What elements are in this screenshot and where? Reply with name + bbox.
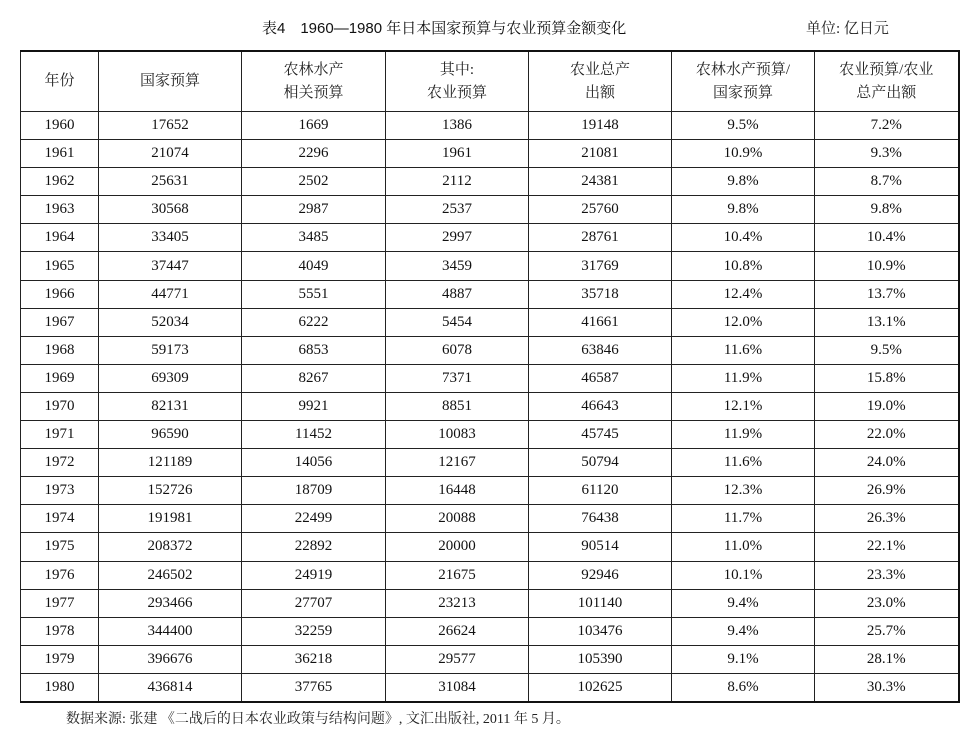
cell-agriculture-budget: 16448 — [386, 477, 529, 505]
cell-agri-gross-output: 102625 — [529, 673, 672, 702]
cell-agriculture-budget: 1961 — [386, 140, 529, 168]
cell-year: 1980 — [21, 673, 99, 702]
cell-agri-forestry-fishery-budget: 2987 — [242, 196, 386, 224]
cell-agriculture-budget: 8851 — [386, 392, 529, 420]
cell-afb-share-of-national: 10.8% — [672, 252, 815, 280]
cell-year: 1971 — [21, 421, 99, 449]
cell-agri-budget-share-of-output: 15.8% — [815, 364, 959, 392]
cell-national-budget: 191981 — [99, 505, 242, 533]
cell-afb-share-of-national: 9.4% — [672, 617, 815, 645]
cell-agri-forestry-fishery-budget: 6222 — [242, 308, 386, 336]
cell-national-budget: 436814 — [99, 673, 242, 702]
cell-agri-gross-output: 46643 — [529, 392, 672, 420]
cell-agri-budget-share-of-output: 10.9% — [815, 252, 959, 280]
cell-agri-budget-share-of-output: 22.1% — [815, 533, 959, 561]
cell-agri-gross-output: 31769 — [529, 252, 672, 280]
cell-agriculture-budget: 1386 — [386, 112, 529, 140]
cell-afb-share-of-national: 11.0% — [672, 533, 815, 561]
table-row — [21, 168, 959, 196]
cell-agri-gross-output: 28761 — [529, 224, 672, 252]
table-row — [21, 112, 959, 140]
cell-year: 1975 — [21, 533, 99, 561]
cell-agriculture-budget: 6078 — [386, 336, 529, 364]
cell-agri-forestry-fishery-budget: 37765 — [242, 673, 386, 702]
header-row — [21, 51, 959, 112]
cell-national-budget: 82131 — [99, 392, 242, 420]
cell-afb-share-of-national: 11.6% — [672, 336, 815, 364]
header-line: 国家预算 — [139, 73, 200, 89]
cell-year: 1965 — [21, 252, 99, 280]
cell-agri-gross-output: 19148 — [529, 112, 672, 140]
cell-national-budget: 17652 — [99, 112, 242, 140]
cell-agri-forestry-fishery-budget: 2296 — [242, 140, 386, 168]
table-row — [21, 392, 959, 420]
table-row — [21, 421, 959, 449]
header-line: 出额 — [584, 84, 615, 101]
cell-agri-gross-output: 35718 — [529, 280, 672, 308]
cell-agri-budget-share-of-output: 7.2% — [815, 112, 959, 140]
cell-agri-gross-output: 63846 — [529, 336, 672, 364]
cell-agri-budget-share-of-output: 26.3% — [815, 505, 959, 533]
cell-national-budget: 293466 — [99, 589, 242, 617]
header-agri-forestry-fishery-budget — [242, 51, 386, 112]
table-row — [21, 252, 959, 280]
table-row — [21, 561, 959, 589]
cell-agri-budget-share-of-output: 13.1% — [815, 308, 959, 336]
cell-agri-forestry-fishery-budget: 36218 — [242, 645, 386, 673]
cell-agriculture-budget: 23213 — [386, 589, 529, 617]
cell-agri-budget-share-of-output: 26.9% — [815, 477, 959, 505]
cell-agri-budget-share-of-output: 25.7% — [815, 617, 959, 645]
cell-agri-budget-share-of-output: 9.8% — [815, 196, 959, 224]
cell-agri-forestry-fishery-budget: 8267 — [242, 364, 386, 392]
cell-afb-share-of-national: 11.9% — [672, 421, 815, 449]
header-line: 国家预算 — [712, 84, 773, 101]
cell-agri-budget-share-of-output: 19.0% — [815, 392, 959, 420]
header-line: 农业预算/农业 — [839, 61, 934, 78]
cell-year: 1966 — [21, 280, 99, 308]
cell-afb-share-of-national: 12.0% — [672, 308, 815, 336]
cell-afb-share-of-national: 9.8% — [672, 168, 815, 196]
cell-national-budget: 59173 — [99, 336, 242, 364]
cell-agri-budget-share-of-output: 8.7% — [815, 168, 959, 196]
cell-agri-forestry-fishery-budget: 18709 — [242, 477, 386, 505]
cell-agriculture-budget: 10083 — [386, 421, 529, 449]
header-afb-share-of-national — [672, 51, 815, 112]
cell-agriculture-budget: 2112 — [386, 168, 529, 196]
cell-national-budget: 52034 — [99, 308, 242, 336]
cell-agri-forestry-fishery-budget: 27707 — [242, 589, 386, 617]
cell-agri-forestry-fishery-budget: 22892 — [242, 533, 386, 561]
budget-table — [20, 50, 960, 703]
cell-year: 1973 — [21, 477, 99, 505]
cell-agri-gross-output: 41661 — [529, 308, 672, 336]
cell-agri-forestry-fishery-budget: 6853 — [242, 336, 386, 364]
cell-national-budget: 21074 — [99, 140, 242, 168]
header-national-budget — [99, 51, 242, 112]
table-caption — [0, 17, 967, 41]
cell-year: 1977 — [21, 589, 99, 617]
source-note: 数据来源: 张建 《二战后的日本农业政策与结构问题》, 文汇出版社, 2011 年 5 月。 — [66, 712, 570, 727]
cell-year: 1964 — [21, 224, 99, 252]
cell-afb-share-of-national: 12.3% — [672, 477, 815, 505]
cell-agri-gross-output: 46587 — [529, 364, 672, 392]
cell-afb-share-of-national: 11.7% — [672, 505, 815, 533]
cell-agri-budget-share-of-output: 24.0% — [815, 449, 959, 477]
cell-year: 1979 — [21, 645, 99, 673]
header-line: 农林水产 — [283, 61, 344, 78]
cell-national-budget: 246502 — [99, 561, 242, 589]
table-row — [21, 336, 959, 364]
cell-year: 1978 — [21, 617, 99, 645]
cell-year: 1967 — [21, 308, 99, 336]
cell-agri-forestry-fishery-budget: 24919 — [242, 561, 386, 589]
cell-agriculture-budget: 29577 — [386, 645, 529, 673]
table-row — [21, 617, 959, 645]
cell-agri-gross-output: 24381 — [529, 168, 672, 196]
cell-agri-gross-output: 76438 — [529, 505, 672, 533]
cell-year: 1962 — [21, 168, 99, 196]
cell-agri-forestry-fishery-budget: 5551 — [242, 280, 386, 308]
table-row — [21, 224, 959, 252]
cell-agriculture-budget: 4887 — [386, 280, 529, 308]
table-row — [21, 505, 959, 533]
cell-afb-share-of-national: 8.6% — [672, 673, 815, 702]
header-line: 总产出额 — [856, 84, 917, 101]
cell-agri-forestry-fishery-budget: 1669 — [242, 112, 386, 140]
cell-agri-gross-output: 21081 — [529, 140, 672, 168]
table-row — [21, 449, 959, 477]
cell-agri-gross-output: 61120 — [529, 477, 672, 505]
cell-agri-forestry-fishery-budget: 14056 — [242, 449, 386, 477]
table-row — [21, 280, 959, 308]
header-line: 年份 — [44, 73, 75, 89]
header-line: 其中: — [439, 61, 475, 78]
cell-agri-gross-output: 101140 — [529, 589, 672, 617]
cell-agri-gross-output: 105390 — [529, 645, 672, 673]
cell-year: 1961 — [21, 140, 99, 168]
cell-agri-gross-output: 45745 — [529, 421, 672, 449]
cell-agri-budget-share-of-output: 9.5% — [815, 336, 959, 364]
cell-agri-budget-share-of-output: 10.4% — [815, 224, 959, 252]
cell-agri-budget-share-of-output: 23.0% — [815, 589, 959, 617]
cell-agri-budget-share-of-output: 22.0% — [815, 421, 959, 449]
table-row — [21, 673, 959, 702]
cell-national-budget: 152726 — [99, 477, 242, 505]
cell-agriculture-budget: 31084 — [386, 673, 529, 702]
cell-afb-share-of-national: 11.9% — [672, 364, 815, 392]
cell-national-budget: 44771 — [99, 280, 242, 308]
cell-national-budget: 69309 — [99, 364, 242, 392]
cell-afb-share-of-national: 10.4% — [672, 224, 815, 252]
header-agriculture-budget — [386, 51, 529, 112]
cell-national-budget: 208372 — [99, 533, 242, 561]
cell-year: 1960 — [21, 112, 99, 140]
cell-agri-forestry-fishery-budget: 11452 — [242, 421, 386, 449]
table-row — [21, 196, 959, 224]
cell-agri-gross-output: 90514 — [529, 533, 672, 561]
cell-agri-forestry-fishery-budget: 4049 — [242, 252, 386, 280]
cell-national-budget: 30568 — [99, 196, 242, 224]
cell-afb-share-of-national: 9.5% — [672, 112, 815, 140]
cell-national-budget: 344400 — [99, 617, 242, 645]
cell-agri-gross-output: 50794 — [529, 449, 672, 477]
table-row — [21, 140, 959, 168]
cell-agri-budget-share-of-output: 28.1% — [815, 645, 959, 673]
cell-national-budget: 121189 — [99, 449, 242, 477]
cell-agri-forestry-fishery-budget: 2502 — [242, 168, 386, 196]
cell-agriculture-budget: 5454 — [386, 308, 529, 336]
cell-agriculture-budget: 7371 — [386, 364, 529, 392]
cell-afb-share-of-national: 10.1% — [672, 561, 815, 589]
table-row — [21, 364, 959, 392]
cell-afb-share-of-national: 10.9% — [672, 140, 815, 168]
cell-year: 1969 — [21, 364, 99, 392]
table-row — [21, 589, 959, 617]
cell-afb-share-of-national: 9.4% — [672, 589, 815, 617]
header-line: 农业预算 — [426, 84, 487, 101]
table-row — [21, 645, 959, 673]
cell-agriculture-budget: 21675 — [386, 561, 529, 589]
cell-afb-share-of-national: 11.6% — [672, 449, 815, 477]
table-title: 表4 1960—1980 年日本国家预算与农业预算金额变化 — [262, 20, 627, 37]
cell-year: 1972 — [21, 449, 99, 477]
header-line: 农业总产 — [569, 61, 630, 78]
table-row — [21, 308, 959, 336]
header-year — [21, 51, 99, 112]
cell-agri-budget-share-of-output: 23.3% — [815, 561, 959, 589]
cell-year: 1963 — [21, 196, 99, 224]
cell-national-budget: 33405 — [99, 224, 242, 252]
cell-year: 1970 — [21, 392, 99, 420]
cell-agriculture-budget: 2537 — [386, 196, 529, 224]
cell-afb-share-of-national: 12.1% — [672, 392, 815, 420]
cell-year: 1974 — [21, 505, 99, 533]
cell-national-budget: 37447 — [99, 252, 242, 280]
cell-agri-budget-share-of-output: 13.7% — [815, 280, 959, 308]
cell-afb-share-of-national: 9.1% — [672, 645, 815, 673]
cell-afb-share-of-national: 9.8% — [672, 196, 815, 224]
cell-agriculture-budget: 20000 — [386, 533, 529, 561]
cell-agri-budget-share-of-output: 9.3% — [815, 140, 959, 168]
cell-agri-gross-output: 92946 — [529, 561, 672, 589]
header-line: 农林水产预算/ — [695, 61, 791, 78]
cell-agri-gross-output: 25760 — [529, 196, 672, 224]
cell-agri-forestry-fishery-budget: 3485 — [242, 224, 386, 252]
table-row — [21, 533, 959, 561]
header-line: 相关预算 — [283, 84, 344, 101]
cell-afb-share-of-national: 12.4% — [672, 280, 815, 308]
cell-agriculture-budget: 3459 — [386, 252, 529, 280]
cell-national-budget: 25631 — [99, 168, 242, 196]
cell-agriculture-budget: 20088 — [386, 505, 529, 533]
header-agri-budget-share-of-output — [815, 51, 959, 112]
cell-agriculture-budget: 2997 — [386, 224, 529, 252]
cell-national-budget: 96590 — [99, 421, 242, 449]
cell-agri-gross-output: 103476 — [529, 617, 672, 645]
cell-national-budget: 396676 — [99, 645, 242, 673]
table-row — [21, 477, 959, 505]
cell-agri-budget-share-of-output: 30.3% — [815, 673, 959, 702]
cell-agriculture-budget: 12167 — [386, 449, 529, 477]
cell-agri-forestry-fishery-budget: 32259 — [242, 617, 386, 645]
unit-label: 单位: 亿日元 — [806, 21, 889, 37]
cell-agriculture-budget: 26624 — [386, 617, 529, 645]
header-agri-gross-output — [529, 51, 672, 112]
cell-year: 1968 — [21, 336, 99, 364]
cell-agri-forestry-fishery-budget: 22499 — [242, 505, 386, 533]
cell-agri-forestry-fishery-budget: 9921 — [242, 392, 386, 420]
cell-year: 1976 — [21, 561, 99, 589]
